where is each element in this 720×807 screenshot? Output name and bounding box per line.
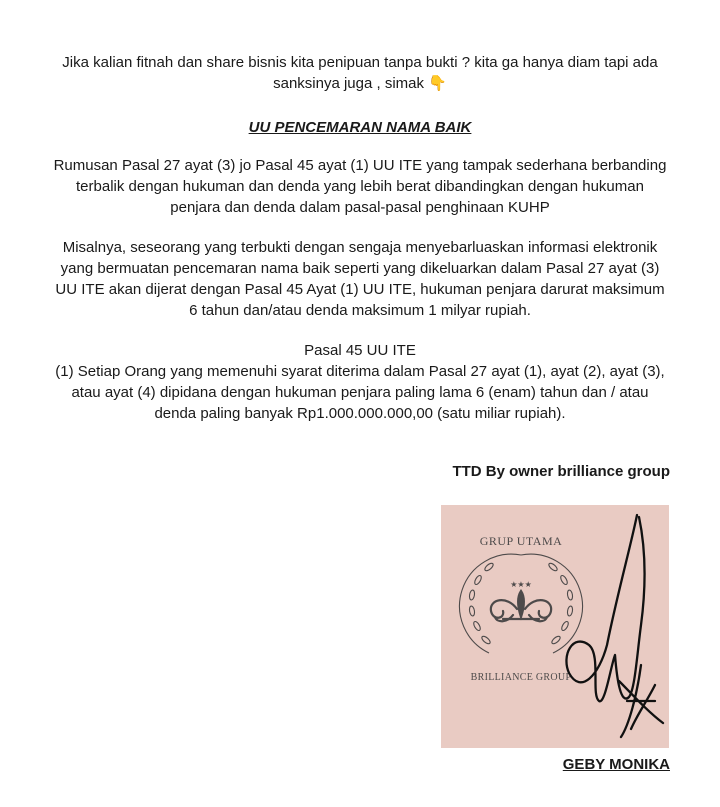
paragraph-2-line: 6 tahun dan/atau denda maksimum 1 milyar rupiah. (189, 302, 531, 319)
logo-stars: ★★★ (510, 580, 532, 589)
paragraph-3-line: (1) Setiap Orang yang memenuhi syarat diterima dalam Pasal 27 ayat (1), ayat (2), ayat (3), (55, 363, 665, 380)
intro-line-2 (30, 73, 690, 94)
paragraph-1-line: terbalik dengan hukuman dan denda yang lebih berat dibandingkan dengan hukuman (76, 178, 644, 195)
paragraph-3-title: Pasal 45 UU ITE (304, 342, 416, 359)
paragraph-2-line: yang bermuatan pencemaran nama baik seperti yang dikeluarkan dalam Pasal 27 ayat (3) (60, 260, 660, 277)
section-heading: UU PENCEMARAN NAMA BAIK (248, 119, 472, 136)
paragraph-3-line: denda paling banyak Rp1.000.000.000,00 (satu miliar rupiah). (154, 405, 566, 422)
paragraph-2-line: Misalnya, seseorang yang terbukti dengan sengaja menyebarluaskan informasi elektronik (62, 239, 658, 256)
logo-bottom-text: BRILLIANCE GROUP (470, 672, 572, 683)
logo-top-text: GRUP UTAMA (479, 534, 563, 548)
ornament-icon (491, 591, 551, 621)
paragraph-1-line: penjara dan denda dalam pasal-pasal penghinaan KUHP (170, 199, 550, 216)
paragraph-1-line: Rumusan Pasal 27 ayat (3) jo Pasal 45 ayat (1) UU ITE yang tampak sederhana berbanding (53, 157, 667, 174)
ttd-label: TTD By owner brilliance group (452, 463, 670, 480)
logo-graphic (441, 505, 669, 748)
intro-line-1: Jika kalian fitnah dan share bisnis kita penipuan tanpa bukti ? kita ga hanya diam tapi ada (62, 54, 658, 71)
pointing-down-hand-icon: 👇 (428, 75, 447, 92)
handwritten-signature (566, 515, 663, 737)
paragraph-2-line: UU ITE akan dijerat dengan Pasal 45 Ayat (1) UU ITE, hukuman penjara darurat maksimum (55, 281, 665, 298)
intro-paragraph (30, 52, 690, 94)
paragraph-1 (30, 155, 690, 218)
paragraph-2 (30, 237, 690, 321)
signer-name: GEBY MONIKA (562, 756, 670, 773)
intro-line-2-text: sanksinya juga , simak (273, 75, 425, 92)
paragraph-3 (30, 340, 690, 424)
brilliance-group-logo (441, 505, 669, 748)
paragraph-3-line: atau ayat (4) dipidana dengan hukuman penjara paling lama 6 (enam) tahun dan / atau (71, 384, 649, 401)
